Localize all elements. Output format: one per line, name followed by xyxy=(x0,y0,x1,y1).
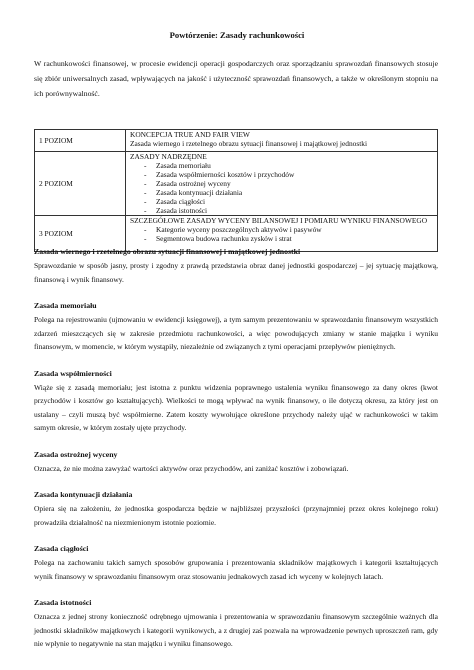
section-body: Oznacza, że nie można zawyżać wartości aktywów oraz przychodów, ani zaniżać kosztów i zobowiązań. xyxy=(34,463,349,473)
level-label: 2 POZIOM xyxy=(35,152,126,216)
section-heading: Zasada kontynuacji działania xyxy=(34,490,133,499)
section-heading: Zasada współmierności xyxy=(34,368,112,378)
document-title: Powtórzenie: Zasady rachunkowości xyxy=(169,30,305,40)
list-item: - Zasada ciągłości xyxy=(144,197,437,206)
section-heading: Zasada istotności xyxy=(34,598,92,607)
level-subtext: Zasada wiernego i rzetelnego obrazu sytuacji finansowej i majątkowej jednostki xyxy=(130,139,368,148)
list-item: - Zasada ostrożnej wyceny xyxy=(144,179,437,188)
table-row xyxy=(35,130,438,152)
list-item: - Zasada istotności xyxy=(144,206,437,215)
level-list xyxy=(130,161,437,215)
section xyxy=(34,368,438,435)
section xyxy=(34,449,438,476)
level-content xyxy=(126,152,438,216)
section-body: Oznacza z jednej strony konieczność odrębnego ujmowania i prezentowania w sprawozdaniu finansowym szczególnie ważnych dla jednostki składników majątkowych i kategorii wynikowych, a z drugiej zaś pozwala na wprowadzenie pewnych uproszczeń ram, gdy nie wpłynie to negatywnie na stan majątku i wyniku finansowego. xyxy=(34,612,438,648)
list-item: - Segmentowa budowa rachunku zysków i strat xyxy=(144,234,437,243)
list-item: - Zasada współmierności kosztów i przychodów xyxy=(144,170,437,179)
section xyxy=(34,246,438,286)
section xyxy=(34,597,438,651)
list-item: - Kategorie wyceny poszczególnych aktywów i pasywów xyxy=(144,225,437,234)
level-label: 1 POZIOM xyxy=(35,130,126,152)
level-list xyxy=(130,225,437,243)
section xyxy=(34,300,438,354)
level-content xyxy=(126,130,438,152)
section-heading: Zasada ostrożnej wyceny xyxy=(34,449,118,459)
principles-sections xyxy=(34,246,438,665)
list-item: - Zasada memoriału xyxy=(144,161,437,170)
section-heading: Zasada wiernego i rzetelnego obrazu sytuacji finansowej i majątkowej jednostki xyxy=(34,247,301,256)
section-body: Opiera się na założeniu, że jednostka gospodarcza będzie w najbliższej przyszłości (przynajmniej przez okres kolejnego roku) prowadziła działalność na niezmienionym istotnie poziomie. xyxy=(34,504,438,527)
section-body: Sprawozdanie w sposób jasny, prosty i zgodny z prawdą przedstawia obraz danej jednostki gospodarczej – jej sytuację majątkową, finansową i wynik finansowy. xyxy=(34,261,438,284)
level-label: 3 POZIOM xyxy=(35,216,126,252)
level-header: ZASADY NADRZĘDNE xyxy=(130,152,207,161)
section-body: Wiąże się z zasadą memoriału; jest istotna z punktu widzenia poprawnego ustalenia wyniku finansowego za dany okres (kwot przychodów i kosztów go kształtujących). Wielkości te mogą wpływać na wynik finansowy, o ile dotyczą okresu, za który jest on ustalany – czyli muszą być współmierne. Zatem koszty wywołujące określone przychody należy ująć w rachunkowości w takim samym okresie, w którym zostały ujęte przychody. xyxy=(34,382,438,432)
section-body: Polega na zachowaniu takich samych sposobów grupowania i prezentowania składników majątkowych i kategorii kształtujących wynik finansowy w sprawozdaniu finansowym oraz stosowaniu jednakowych zasad ich wyceny w kolejnych latach. xyxy=(34,558,438,581)
level-header: SZCZEGÓŁOWE ZASADY WYCENY BILANSOWEJ I POMIARU WYNIKU FINANSOWEGO xyxy=(130,216,428,225)
section xyxy=(34,543,438,583)
section-heading: Zasada ciągłości xyxy=(34,544,89,553)
intro-paragraph: W rachunkowości finansowej, w procesie ewidencji operacji gospodarczych oraz sporządzaniu sprawozdań finansowych stosuje się zbiór uniwersalnych zasad, wpływających na jakość i użyteczność sprawozdań finansowych, a także w określonym stopniu na ich porównywalność. xyxy=(34,59,438,98)
section-body: Polega na rejestrowaniu (ujmowaniu w ewidencji księgowej), a tym samym prezentowaniu w sprawozdaniu finansowym wszystkich zdarzeń mieszczących się w zakresie przedmiotu rachunkowości, a więc powodujących zmiany w stanie majątku i wyniku finansowym, w momencie, w którym wystąpiły, niezależnie od związanych z tymi operacjami przepływów pieniężnych. xyxy=(34,315,438,351)
list-item: - Zasada kontynuacji działania xyxy=(144,188,437,197)
section xyxy=(34,489,438,529)
section-heading: Zasada memoriału xyxy=(34,301,97,310)
level-header: KONCEPCJA TRUE AND FAIR VIEW xyxy=(130,130,250,139)
table-row xyxy=(35,152,438,216)
levels-table xyxy=(34,129,438,252)
